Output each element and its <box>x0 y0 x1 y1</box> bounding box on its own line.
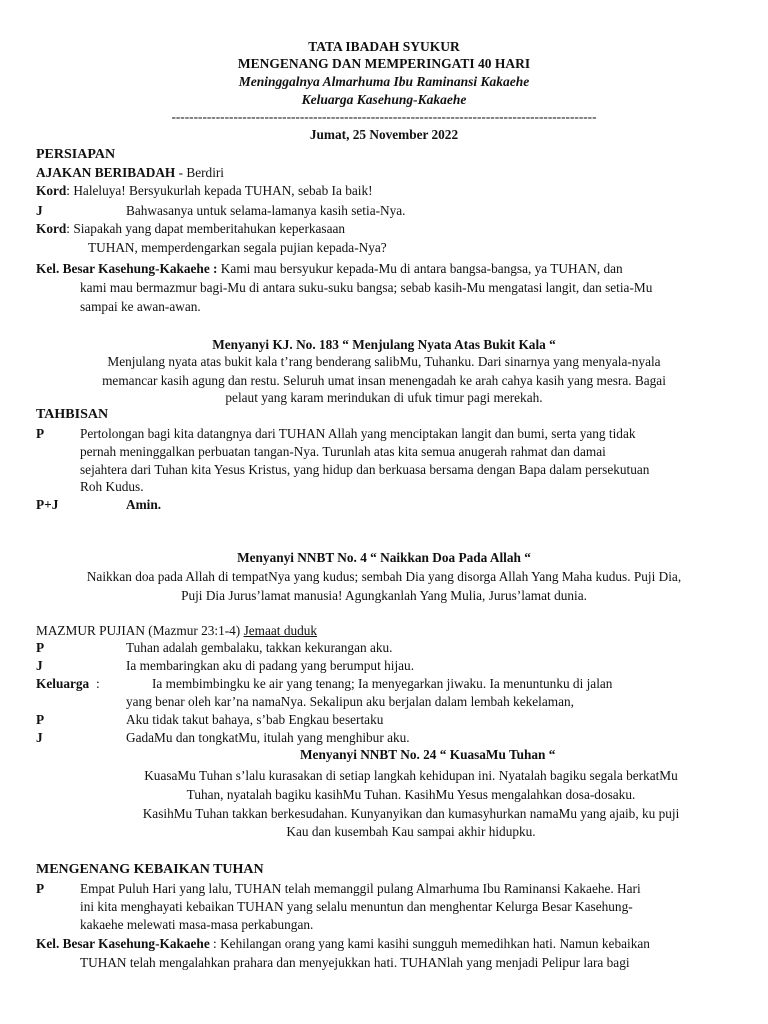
song-title: Menyanyi NNBT No. 4 “ Naikkan Doa Pada Allah “ <box>237 550 531 565</box>
speaker: Kel. Besar Kasehung-Kakaehe <box>36 936 210 951</box>
divider: ------------------------------------------------------------------------------------------------ <box>171 109 597 124</box>
dialog-text: sampai ke awan-awan. <box>80 299 201 314</box>
dialog-row <box>36 260 732 278</box>
service-date: Jumat, 25 November 2022 <box>309 127 459 142</box>
dialog-row <box>36 657 732 675</box>
dialog-text: Roh Kudus. <box>80 479 144 494</box>
dialog-row <box>36 711 732 729</box>
speaker: Kel. Besar Kasehung-Kakaehe : <box>36 261 218 276</box>
dialog-text: Tuhan adalah gembalaku, takkan kekurangan aku. <box>126 640 393 655</box>
dialog-text: TUHAN telah mengalahkan prahara dan menyejukkan hati. TUHANlah yang menjadi Pelipur lara bagi <box>80 955 630 970</box>
dialog-text: : Haleluya! Bersyukurlah kepada TUHAN, sebab Ia baik! <box>66 183 373 198</box>
mazmur-heading: MAZMUR PUJIAN (Mazmur 23:1-4) <box>36 623 244 638</box>
lyric-line: Kau dan kusembah Kau sampai akhir hidupku. <box>286 824 536 839</box>
dialog-row <box>36 182 732 200</box>
dialog-text: Pertolongan bagi kita datangnya dari TUHAN Allah yang menciptakan langit dan bumi, serta yang tidak <box>80 426 636 441</box>
lyric-line: Puji Dia Jurus’lamat manusia! Agungkanlah Yang Mulia, Jurus’lamat dunia. <box>181 588 587 603</box>
mazmur-note: Jemaat duduk <box>243 623 318 638</box>
lyric-line: Tuhan, nyatalah bagiku kasihMu Tuhan. KasihMu Yesus mengalahkan dosa-dosaku. <box>186 787 636 802</box>
dialog-text: sejahtera dari Tuhan kita Yesus Kristus, yang hidup dan berkuasa bersama dengan Bapa dalam persekutuan <box>80 462 650 477</box>
dialog-row <box>36 639 732 657</box>
song-title: Menyanyi NNBT No. 24 “ KuasaMu Tuhan “ <box>300 747 556 762</box>
dialog-row <box>36 202 732 220</box>
speaker: P <box>36 712 45 727</box>
dialog-text: : Kehilangan orang yang kami kasihi sungguh memedihkan hati. Namun kebaikan <box>209 936 650 951</box>
lyric-line: memancar kasih agung dan restu. Seluruh umat insan menengadah ke arah cahya kasih yang mesra. Bagai <box>102 373 666 388</box>
speaker: P <box>36 640 45 655</box>
speaker: P <box>36 426 45 441</box>
title-line-4: Keluarga Kasehung-Kakaehe <box>301 92 467 107</box>
dialog-text: Bahwasanya untuk selama-lamanya kasih setia-Nya. <box>126 203 406 218</box>
dialog-text: pernah meninggalkan perbuatan tangan-Nya. Turunlah atas kita semua anugerah rahmat dan damai <box>80 444 606 459</box>
lyric-line: Menjulang nyata atas bukit kala t’rang benderang salibMu, Tuhanku. Dari sinarnya yang menyala-nyala <box>107 354 661 369</box>
dialog-text: GadaMu dan tongkatMu, itulah yang menghibur aku. <box>126 730 410 745</box>
section-mengenang: MENGENANG KEBAIKAN TUHAN <box>36 862 264 877</box>
speaker: P+J <box>36 497 59 512</box>
speaker: P <box>36 881 45 896</box>
section-tahbisan: TAHBISAN <box>36 407 109 422</box>
speaker: Keluarga <box>36 676 90 691</box>
dialog-row <box>36 675 732 693</box>
colon: : <box>96 676 100 691</box>
dialog-text: Kami mau bersyukur kepada-Mu di antara bangsa-bangsa, ya TUHAN, dan <box>217 261 623 276</box>
dialog-text: Ia membimbingku ke air yang tenang; Ia menyegarkan jiwaku. Ia menuntunku di jalan <box>152 676 613 691</box>
ajakan-note: - Berdiri <box>175 165 225 180</box>
lyric-line: KuasaMu Tuhan s’lalu kurasakan di setiap langkah kehidupan ini. Nyatalah bagiku segala berkatMu <box>144 768 678 783</box>
dialog-text: ini kita menghayati kebaikan TUHAN yang selalu menuntun dan menghentar Kelurga Besar Kasehung- <box>80 899 633 914</box>
ajakan-label: AJAKAN BERIBADAH <box>36 165 176 180</box>
speaker: J <box>36 203 43 218</box>
speaker: J <box>36 658 43 673</box>
speaker: Kord <box>36 221 67 236</box>
dialog-text: Ia membaringkan aku di padang yang berumput hijau. <box>126 658 415 673</box>
dialog-text: Amin. <box>126 497 162 512</box>
song-title: Menyanyi KJ. No. 183 “ Menjulang Nyata Atas Bukit Kala “ <box>212 337 556 352</box>
dialog-text: kakaehe melewati masa-masa perkabungan. <box>80 917 314 932</box>
dialog-row <box>36 935 732 953</box>
dialog-row <box>36 693 732 711</box>
ajakan-line <box>36 164 732 182</box>
title-line-3: Meninggalnya Almarhuma Ibu Raminansi Kakaehe <box>238 74 530 89</box>
section-mazmur <box>36 622 732 640</box>
lyric-line: KasihMu Tuhan takkan berkesudahan. Kunyanyikan dan kumasyhurkan namaMu yang ajaib, ku puji <box>142 806 680 821</box>
dialog-text: Empat Puluh Hari yang lalu, TUHAN telah memanggil pulang Almarhuma Ibu Raminansi Kakaehe. Hari <box>80 881 641 896</box>
dialog-row <box>36 496 732 514</box>
speaker: Kord <box>36 183 67 198</box>
dialog-text: kami mau bermazmur bagi-Mu di antara suku-suku bangsa; sebab kasih-Mu mengatasi langit, dan setia-Mu <box>80 280 653 295</box>
dialog-text: yang benar oleh kar’na namaNya. Sekalipun aku berjalan dalam lembah kekelaman, <box>126 694 574 709</box>
lyric-line: pelaut yang karam merindukan di ufuk timur pagi merekah. <box>225 390 543 405</box>
lyric-line: Naikkan doa pada Allah di tempatNya yang kudus; sembah Dia yang disorga Allah Yang Maha kudus. Puji Dia, <box>86 569 682 584</box>
dialog-text: : Siapakah yang dapat memberitahukan keperkasaan <box>66 221 346 236</box>
title-line-2: MENGENANG DAN MEMPERINGATI 40 HARI <box>237 56 531 71</box>
dialog-text: TUHAN, memperdengarkan segala pujian kepada-Nya? <box>88 240 387 255</box>
speaker: J <box>36 730 43 745</box>
dialog-row <box>36 729 732 747</box>
section-persiapan: PERSIAPAN <box>36 147 116 162</box>
dialog-row <box>36 220 732 238</box>
title-line-1: TATA IBADAH SYUKUR <box>308 39 460 54</box>
dialog-row <box>36 239 732 257</box>
dialog-text: Aku tidak takut bahaya, s’bab Engkau besertaku <box>126 712 384 727</box>
